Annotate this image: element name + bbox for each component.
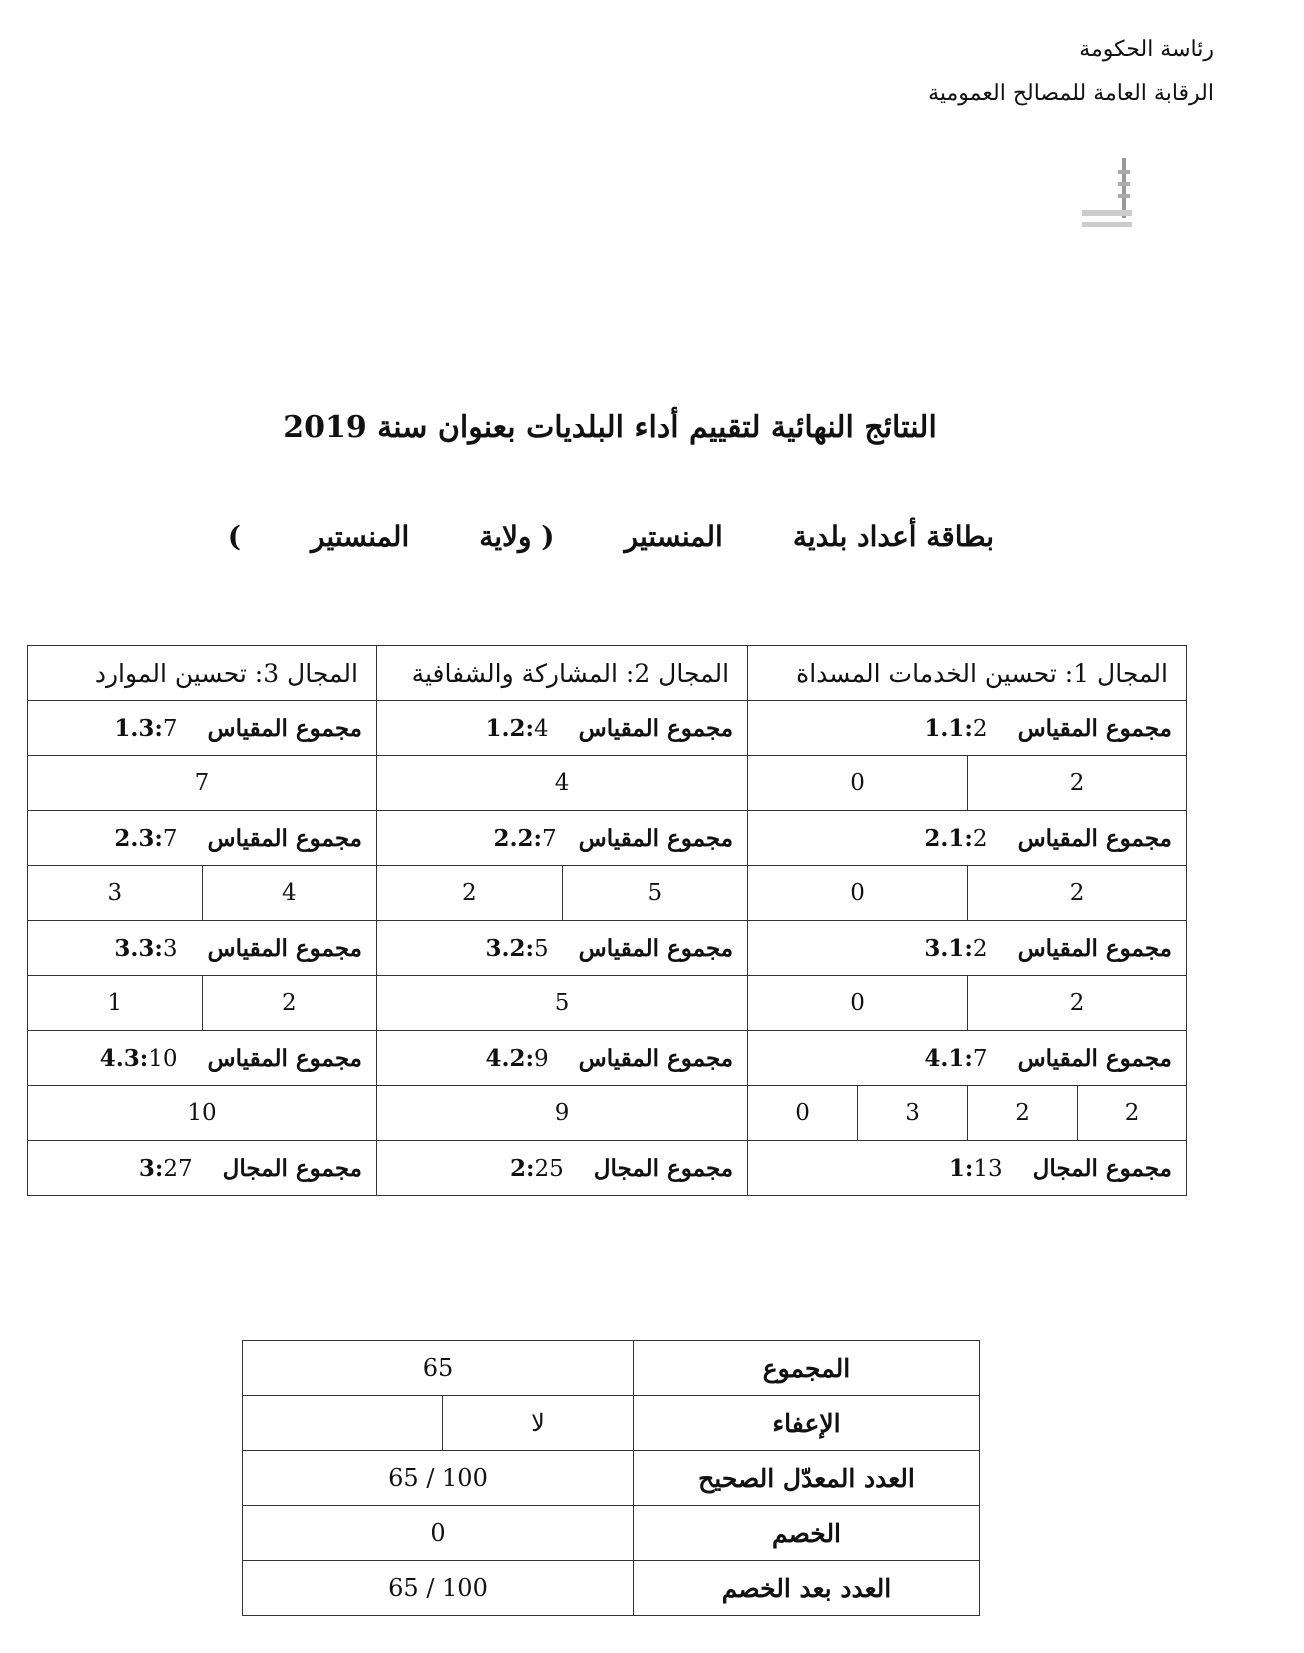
summary-row [243, 1451, 980, 1506]
domain-3-header: المجال 3: تحسين الموارد [28, 646, 377, 701]
domain-total-label: مجموع المجال 3: [138, 1154, 362, 1182]
governorate-close: ) [227, 520, 241, 553]
summary-value: لا [443, 1396, 634, 1451]
summary-label: الخصم [634, 1506, 980, 1561]
criterion-value: 7 [972, 1045, 988, 1072]
criterion-4-3-total [28, 1031, 377, 1086]
domain-2-header: المجال 2: المشاركة والشفافية [376, 646, 747, 701]
summary-value: 100 / 65 [243, 1451, 634, 1506]
criterion-3-1-total [748, 921, 1187, 976]
domain-1-header: المجال 1: تحسين الخدمات المسداة [748, 646, 1187, 701]
criterion-2-1-total [748, 811, 1187, 866]
score-cell: 2 [968, 1086, 1078, 1141]
criterion-label: مجموع المقياس 3.2: [485, 934, 734, 962]
criterion-value: 7 [162, 825, 178, 852]
score-cell: 2 [968, 756, 1187, 811]
criterion-value: 2 [972, 935, 988, 962]
criterion-value: 5 [534, 935, 549, 962]
criterion-value: 2 [972, 825, 988, 852]
criterion-value: 7 [162, 715, 178, 742]
subtitle [214, 520, 994, 553]
score-cell: 3 [858, 1086, 968, 1141]
score-cell: 10 [28, 1086, 377, 1141]
criterion-3-2-total [376, 921, 747, 976]
score-cell: 0 [748, 866, 968, 921]
domain-2-total [376, 1141, 747, 1196]
score-cell: 2 [202, 976, 376, 1031]
domain-total-label: مجموع المجال 2: [509, 1154, 734, 1182]
score-cell: 0 [748, 976, 968, 1031]
summary-value: 100 / 65 [243, 1561, 634, 1616]
letterhead-line-2: الرقابة العامة للمصالح العمومية [928, 81, 1214, 106]
score-cell: 7 [28, 756, 377, 811]
score-cell: 0 [748, 756, 968, 811]
criterion-label: مجموع المقياس 3.1: [924, 934, 1172, 962]
score-cell: 2 [376, 866, 562, 921]
letterhead-line-1: رئاسة الحكومة [1079, 37, 1214, 62]
table-row [28, 756, 1187, 811]
score-cell: 2 [968, 866, 1187, 921]
criterion-value: 4 [534, 715, 549, 742]
governorate-name: المنستير [310, 520, 410, 553]
score-cell: 1 [28, 976, 203, 1031]
criterion-2-3-total [28, 811, 377, 866]
criterion-label: مجموع المقياس 4.2: [485, 1044, 734, 1072]
criterion-label: مجموع المقياس2.2: [493, 824, 734, 852]
score-cell: 2 [1078, 1086, 1187, 1141]
domain-1-total [748, 1141, 1187, 1196]
score-cell: 9 [376, 1086, 747, 1141]
criterion-value: 3 [162, 935, 178, 962]
results-table [27, 645, 1187, 1196]
domain-3-total [28, 1141, 377, 1196]
criterion-label: مجموع المقياس 4.3: [99, 1044, 362, 1072]
municipality-name: المنستير [624, 520, 723, 553]
table-row [28, 1031, 1187, 1086]
criterion-4-1-total [748, 1031, 1187, 1086]
summary-row [243, 1561, 980, 1616]
table-row [28, 701, 1187, 756]
criterion-label: مجموع المقياس 4.1: [924, 1044, 1172, 1072]
criterion-1-1-total [748, 701, 1187, 756]
score-cell: 2 [968, 976, 1187, 1031]
criterion-label: مجموع المقياس 3.3: [114, 934, 362, 962]
domain-total-value: 13 [973, 1155, 1003, 1182]
score-cell: 5 [376, 976, 747, 1031]
summary-value: 65 [243, 1341, 634, 1396]
table-row [28, 976, 1187, 1031]
summary-row [243, 1506, 980, 1561]
criterion-label: مجموع المقياس 1.2: [485, 714, 734, 742]
criterion-value: 9 [534, 1045, 549, 1072]
header-row [28, 646, 1187, 701]
table-row [28, 921, 1187, 976]
domain-total-value: 27 [163, 1155, 193, 1182]
criterion-2-2-total [376, 811, 747, 866]
criterion-1-3-total [28, 701, 377, 756]
criterion-4-2-total [376, 1031, 747, 1086]
summary-label: الإعفاء [634, 1396, 980, 1451]
domain-total-value: 25 [534, 1155, 564, 1182]
score-cell: 4 [376, 756, 747, 811]
criterion-1-2-total [376, 701, 747, 756]
score-cell: 3 [28, 866, 203, 921]
score-cell: 5 [562, 866, 748, 921]
score-cell: 4 [202, 866, 376, 921]
summary-value: 0 [243, 1506, 634, 1561]
table-row [28, 866, 1187, 921]
criterion-value: 2 [972, 715, 988, 742]
criterion-label: مجموع المقياس 1.1: [924, 714, 1172, 742]
summary-empty-cell [243, 1396, 443, 1451]
table-row [28, 811, 1187, 866]
letterhead [928, 28, 1214, 116]
criterion-value: 10 [148, 1045, 178, 1072]
summary-label: العدد المعدّل الصحيح [634, 1451, 980, 1506]
page-title: النتائج النهائية لتقييم أداء البلديات بعنوان سنة 2019 [283, 410, 937, 445]
criterion-label: مجموع المقياس 1.3: [114, 714, 362, 742]
summary-row [243, 1396, 980, 1451]
criterion-value: 7 [542, 825, 557, 852]
card-label: بطاقة أعداد بلدية [792, 520, 994, 553]
summary-row [243, 1341, 980, 1396]
score-cell: 0 [748, 1086, 858, 1141]
emblem-icon [1074, 150, 1154, 240]
domain-totals-row [28, 1141, 1187, 1196]
table-row [28, 1086, 1187, 1141]
summary-label: المجموع [634, 1341, 980, 1396]
summary-label: العدد بعد الخصم [634, 1561, 980, 1616]
governorate-open: ( ولاية [479, 520, 555, 553]
criterion-3-3-total [28, 921, 377, 976]
criterion-label: مجموع المقياس 2.1: [924, 824, 1172, 852]
summary-table [242, 1340, 980, 1616]
domain-total-label: مجموع المجال 1: [948, 1154, 1172, 1182]
criterion-label: مجموع المقياس 2.3: [114, 824, 362, 852]
